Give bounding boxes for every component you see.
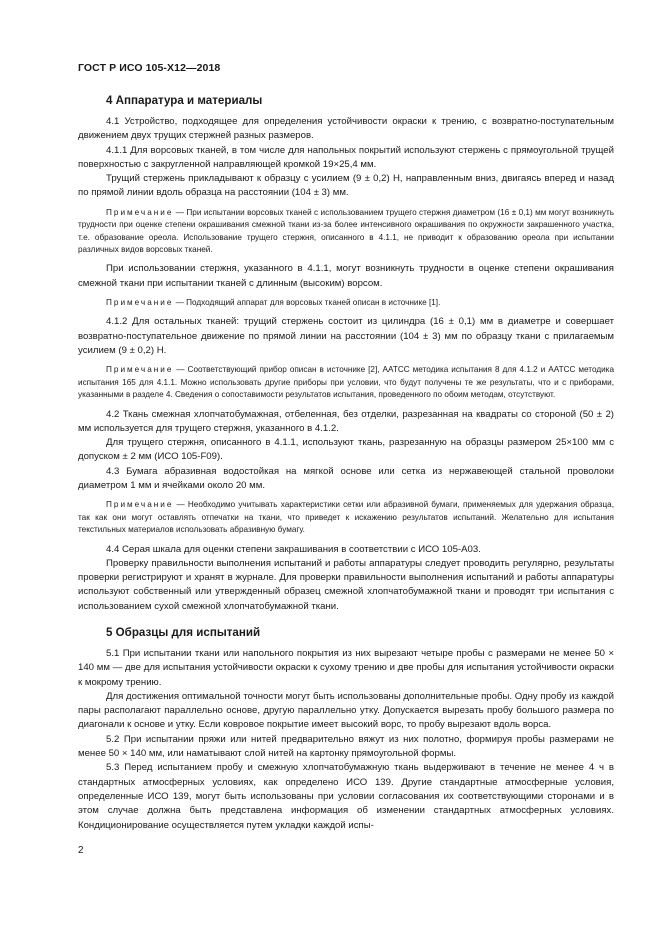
note-3-label: Примечание [106, 365, 174, 375]
paragraph-5-3: 5.3 Перед испытанием пробу и смежную хлопчатобумажную ткань выдерживают в течение не менее 4 ч в стандартных атмосферных условиях, как определено ИСО 139. Другие стандартные атмосферные условия, определенные ИСО 139, могут быть использованы при условии согласования их соответствующими сторонами и в этом случае должна быть представлена информация об изменении стандартных атмосферных условиях. Кондиционирование осуществляется путем укладки каждой испы- [78, 762, 614, 831]
paragraph-4-1-1-force: Трущий стержень прикладывают к образцу с усилием (9 ± 0,2) Н, направленным вниз, двигаясь вперед и назад по прямой линии вдоль образца на расстоянии (104 ± 3) мм. [78, 173, 614, 199]
paragraph-4-2: 4.2 Ткань смежная хлопчатобумажная, отбеленная, без отделки, разрезанная на квадраты со стороной (50 ± 2) мм используется для трущего стержня, указанного в 4.1.2. [78, 408, 614, 434]
paragraph-5-1-cont: Для достижения оптимальной точности могут быть использованы дополнительные пробы. Одну пробу из каждой пары располагают параллельно основе, другую параллельно утку. Допускается вырезать пробу большого размера по диагонали к основе и утку. Если ковровое покрытие имеет высокий ворс, то пробу вырезают вдоль ворса. [78, 690, 614, 731]
paragraph-4-1: 4.1 Устройство, подходящее для определения устойчивости окраски к трению, с возвратно-поступательным движением двух трущих стержней разных размеров. [78, 116, 614, 142]
paragraph-4-1-2: 4.1.2 Для остальных тканей: трущий стержень состоит из цилиндра (16 ± 0,1) мм в диаметре и совершает возвратно-поступательное движение по прямой линии на расстоянии (104 ± 3) мм по образцу ткани с прилагаемым усилием (9 ± 0,2) Н. [78, 316, 614, 356]
paragraph-4-2-cont: Для трущего стержня, описанного в 4.1.1, используют ткань, разрезанную на образцы размером 25×100 мм с допуском ± 2 мм (ИСО 105-F09). [78, 437, 614, 463]
note-4-text: — Необходимо учитывать характеристики сетки или абразивной бумаги, применяемых для удержания образца, так как они могут оставлять отпечатки на ткани, что приведет к искажению результатов испытаний. Желательно для испытания текстильных материалов использовать абразивную бумагу. [78, 500, 614, 535]
note-2-text: — Подходящий аппарат для ворсовых тканей описан в источнике [1]. [173, 298, 441, 307]
page-number: 2 [78, 845, 84, 856]
paragraph-4-4: 4.4 Серая шкала для оценки степени закрашивания в соответствии с ИСО 105-А03. [106, 543, 481, 555]
paragraph-4-1-1: 4.1.1 Для ворсовых тканей, в том числе для напольных покрытий используют стержень с прямоугольной трущей поверхностью с закругленной направляющей кромкой 19×25,4 мм. [78, 144, 614, 170]
paragraph-4-3: 4.3 Бумага абразивная водостойкая на мягкой основе или сетка из нержавеющей стальной проволоки диаметром 1 мм и ячейками около 20 мм. [78, 465, 614, 491]
paragraph-5-1: 5.1 При испытании ткани или напольного покрытия из них вырезают четыре пробы с размерами не менее 50 × 140 мм — две для испытания устойчивости окраски к сухому трению и две пробы для испытания устойчивости окраски к мокрому трению. [78, 648, 614, 688]
section-4-title: 4 Аппаратура и материалы [106, 94, 263, 107]
document-header: ГОСТ Р ИСО 105-Х12—2018 [78, 62, 221, 74]
section-5-title: 5 Образцы для испытаний [106, 626, 261, 639]
document-body [78, 94, 614, 833]
note-3-text: — Соответствующий прибор описан в источнике [2], AATCC методика испытания 8 для 4.1.2 и AATCC методика испытания 165 для 4.1.1. Можно использовать другие приборы при условии, что будут получены те же результаты, что и с приборами, указанными в разделе 4. Сведения о сопоставимости результатов испытания, проведенного по обоим методам, отсутствуют. [78, 365, 614, 400]
paragraph-5-2: 5.2 При испытании пряжи или нитей предварительно вяжут из них полотно, формируя пробы размерами не менее 50 × 140 мм, или наматывают слой нитей на картонку прямоугольной формы. [78, 733, 614, 760]
note-4 [78, 499, 614, 536]
paragraph-4-4-cont: Проверку правильности выполнения испытаний и работы аппаратуры следует проводить регулярно, результаты проверки регистрируют и хранят в журнале. Для проверки правильности выполнения испытаний и работы аппаратуры используют собственный или утвержденный образец смежной хлопчатобумажной ткани и проводят три испытания с использованием сухой смежной хлопчатобумажной ткани. [78, 557, 614, 612]
note-2-label: Примечание [106, 298, 174, 307]
note-1-label: Примечание [106, 207, 174, 217]
note-2 [78, 297, 614, 309]
note-4-label: Примечание [106, 500, 174, 510]
note-3 [78, 364, 614, 401]
note-1-text: — При испытании ворсовых тканей с использованием трущего стержня диаметром (16 ± 0,1) мм могут возникнуть трудности при оценке степени окрашивания смежной ткани из-за более интенсивного окрашивания по окружности закрашенного участка, т.е. образование ореола. Использование трущего стержня, описанного в 4.1.1, не приводит к образованию ореола при испытании различных видов ворсовых тканей. [78, 207, 614, 254]
note-1 [78, 207, 614, 257]
paragraph-4-1-1-long-pile: При использовании стержня, указанного в 4.1.1, могут возникнуть трудности в оценке степени окрашивания смежной ткани при испытании тканей с длинным (высоким) ворсом. [78, 263, 614, 289]
